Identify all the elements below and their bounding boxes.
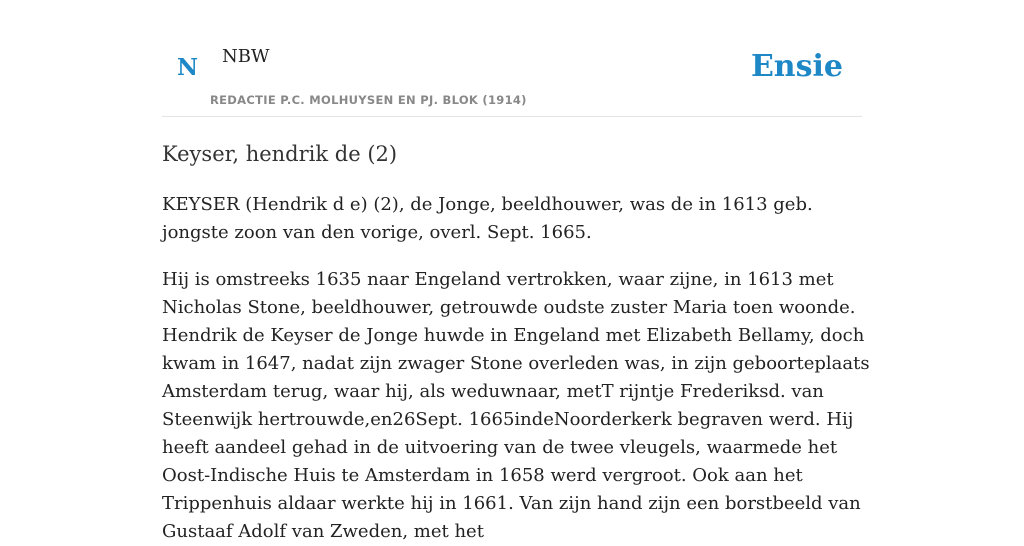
source-logo[interactable]: N: [177, 54, 199, 81]
brand-logo[interactable]: Ensie: [750, 49, 843, 84]
article-paragraph: KEYSER (Hendrik d e) (2), de Jonge, beeldhouwer, was de in 1613 geb. jongste zoon van den vorige, overl. Sept. 1665.: [162, 194, 813, 243]
header: [162, 0, 862, 117]
article: [162, 138, 882, 546]
source-name[interactable]: NBW: [222, 46, 270, 67]
source-subtitle: REDACTIE P.C. MOLHUYSEN EN PJ. BLOK (1914): [210, 93, 527, 107]
article-title: Keyser, hendrik de (2): [162, 142, 398, 166]
article-paragraph: Hij is omstreeks 1635 naar Engeland vertrokken, waar zijne, in 1613 met Nicholas Stone, beeldhouwer, getrouwde oudste zuster Maria toen woonde. Hendrik de Keyser de Jonge huwde in Engeland met Elizabeth Bellamy, doch kwam in 1647, nadat zijn zwager Stone overleden was, in zijn geboorteplaats Amsterdam terug, waar hij, als weduwnaar, metT rijntje Frederiksd. van Steenwijk hertrouwde,en26Sept. 1665indeNoorderkerk begraven werd. Hij heeft aandeel gehad in de uitvoering van de twee vleugels, waarmede het Oost-Indische Huis te Amsterdam in 1658 werd vergroot. Ook aan het Trippenhuis aldaar werkte hij in 1661. Van zijn hand zijn een borstbeeld van Gustaaf Adolf van Zweden, met het: [162, 269, 870, 542]
